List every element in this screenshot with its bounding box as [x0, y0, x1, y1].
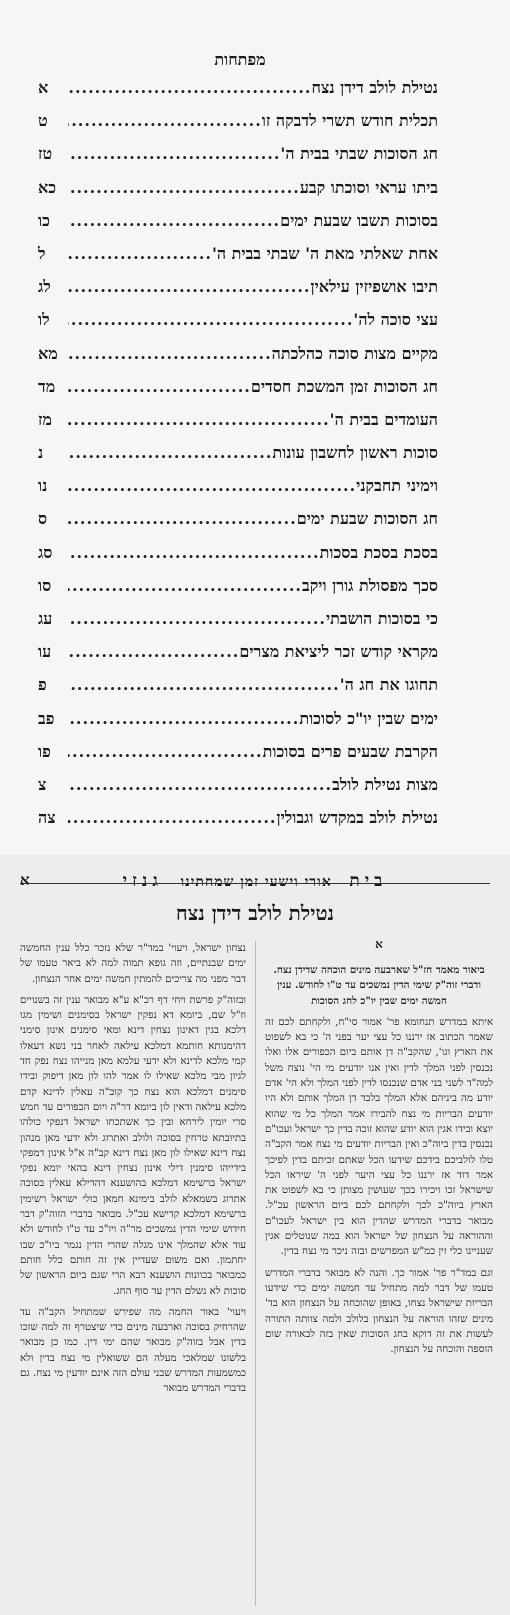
header-subtitle: אורי וישעי זמן שמחתינו — [180, 874, 332, 890]
column-divider — [255, 941, 256, 1606]
toc-entry-page-number: נ — [38, 443, 44, 463]
left-column-paragraph: ובזוה"ק פרשת ויחי דף רכ"א ע"א מבואר ענין זה בשנויים וז"ל שם, ביומא דא נפקין ישראל בסימנים ושימין מגו דלכא בגין דאינון נצחין דינא ומאי סימנים אינון סימני דהימנותא חותמא דמלכא עילאה לאחר בני נשא דעאלו קמי מלכא לדינא ולא ידעי עלמא מאן מנייהו נצח נפק חד לגיון מבי מלכא שאילו לו אמר להו לון מאן דיפוק ובידו סימנים דמלכא הוא נצח כך קוב"ה עאלין לדינא קדם מלכא עילאה ודאין לון ביומא דר"ה ויום הכפורים עד חמש סרי יומין לירחא ובין כך אשתכחו ישראל דנפקי כולהו בתיובתא טרחין בסוכה ולולב ואתרוג ולא ידעי מאן מנהון נצח דינא שאילו לון מאן נצח דינא קב"ה א"ל אינון דמפקי בידייהו סימנין דילי אינון נצחין דינא בהאי יומא נפקי ישראל ברשימא דמלכא בהושענא דהדילא עאלין בסוכה אתרוג בשמאלא לולב בימינא חמאן כולי ישראל רשימין ברשימא דמלכא קדישא עכ"ל. מבואר בדברי הזוה"ק דבר חידוש שימי הדין נמשכים מר"ה ויו"כ עד ט"ו לחודש ולא עוד אלא שהמלך אינו מגלה שהרי הדין נגמר ביו"כ שבו יחתמון. ואם משום שעדיין אין זה חותם כלל חותם כמבואר בכוונות הושענא רבא הרי שגם ביום הראשון של סוכות לא נשלם הדין עד סוף החג. — [20, 994, 246, 1297]
toc-entry-title: חג הסוכות זמן המשכת חסדים — [250, 376, 438, 396]
toc-leader-dots — [68, 244, 212, 263]
toc-entry-page-number: סו — [38, 575, 52, 595]
toc-entry-page-number: כא — [38, 177, 57, 197]
toc-entry-title: אחת שאלתי מאת ה' שבתי בבית ה' — [211, 243, 438, 263]
toc-entry-page-number: פ — [38, 675, 47, 695]
toc-entry — [38, 609, 438, 642]
header-rule — [20, 883, 490, 884]
toc-entry — [38, 808, 438, 841]
toc-entry-title: סוכות ראשון לחשבון עונות — [272, 443, 438, 463]
toc-leader-dots — [68, 742, 263, 761]
toc-leader-dots — [68, 476, 356, 495]
left-column-paragraph: נצחון ישראל, ויעוי' במד"ר שלא נזכר כלל ענין החמשה ימים שבנתיים, וזה גופא תמוה למה לא ביאר טעמו של דבר מפני מה צריכים להמתין חמשה ימים אחר הנצחון. — [20, 943, 246, 985]
left-column-paragraph: ויעוי' באור החמה מה שפירש שמתחיל הקב"ה עד שהרחיק בסוכה וארבעה מינים כדי שיצטרף זה למה שזכו בדין אבל בזוה"ק מבואר שהם ימי דין. כמו כן מבואר בלשונו שמלאכי מעלה הם ששואלין מי נצח בדין ולא כמשמעות המדרש שבני עולם הזה אינם יודעין מי נצח. גם בדברי המדרש מבואר — [20, 1306, 246, 1395]
toc-entry — [38, 377, 438, 410]
toc-leader-dots — [68, 576, 302, 595]
toc-entry-page-number: פו — [38, 741, 51, 761]
toc-title: מפתחות — [214, 50, 266, 69]
toc-entry-page-number: סג — [38, 542, 53, 562]
toc-leader-dots — [68, 443, 272, 462]
toc-entry-title: חג הסוכות שבעת ימים — [296, 509, 438, 529]
toc-entry — [38, 410, 438, 443]
chapter-title: נטילת לולב דידן נצח — [175, 901, 335, 925]
toc-entry-title: נטילת לולב במקדש וגבולין — [276, 808, 438, 828]
toc-leader-dots — [68, 675, 340, 694]
right-column — [265, 963, 493, 1363]
toc-entry — [38, 244, 438, 277]
toc-entry-title: מקיים מצות סוכה כהלכתה — [271, 343, 438, 363]
toc-entry-page-number: צ — [38, 774, 47, 794]
toc-entry-title: העומדים בבית ה' — [329, 409, 438, 429]
toc-leader-dots — [68, 377, 251, 396]
toc-entry — [38, 576, 438, 609]
toc-entry-page-number: עו — [38, 642, 52, 662]
toc-entry-title: תיבו אושפיזין עילאין — [310, 277, 438, 297]
toc-leader-dots — [68, 78, 311, 97]
toc-leader-dots — [68, 709, 299, 728]
right-column-paragraph: ביאור מאמר חז"ל שארבעה מינים הוכחה שדידן נצח. ודברי זוה"ק שימי הדין נמשכים עד ט"ו לחודש. ענין חמשה ימים שבין יו"כ לחג הסוכות — [273, 964, 485, 1007]
toc-entry — [38, 476, 438, 509]
toc-entry-page-number: לו — [38, 310, 50, 330]
toc-leader-dots — [68, 277, 310, 296]
toc-entry-title: עצי סוכה לה' — [353, 310, 438, 330]
toc-leader-dots — [68, 111, 262, 130]
toc-entry-title: מקראי קודש זכר ליציאת מצרים — [239, 642, 438, 662]
toc-entry — [38, 344, 438, 377]
toc-leader-dots — [68, 310, 353, 329]
toc-leader-dots — [68, 775, 332, 794]
toc-entry — [38, 543, 438, 576]
toc-leader-dots — [68, 410, 330, 429]
header-title — [20, 871, 490, 891]
toc-leader-dots — [68, 178, 300, 197]
toc-leader-dots — [68, 642, 239, 661]
book-name-first: בית — [349, 871, 388, 891]
toc-entry-title: תכלית חודש תשרי לדבקה זו — [261, 111, 438, 131]
toc-entry-page-number: ל — [38, 243, 46, 263]
toc-entry — [38, 144, 438, 177]
toc-entry — [38, 178, 438, 211]
right-column-paragraph: וגם במד"ר פר' אמור כך. והנה לא מבואר בדברי המדרש טעמו של דבר למה מתחיל עד חמשה ימים כדי שידעו הבריות שישראל נצחו, באופן שהוכחה על הנצחון הוא בד' מינים שזהו הוראה על הנצחון בלולב ולמה צוותה התורה לעשות את זה דוקא בחג הסוכות שאין בזה לבאורה שום הוספה והוכחה על הנצחון. — [265, 1267, 493, 1356]
toc-entry — [38, 277, 438, 310]
toc-entry-title: סכך מפסולת גורן ויקב — [302, 575, 438, 595]
text-page — [0, 855, 510, 1615]
toc-entry-page-number: נו — [38, 476, 48, 496]
toc-entry-page-number: טז — [38, 144, 53, 164]
toc-entry-page-number: מד — [38, 376, 56, 396]
toc-entry-page-number: א — [38, 78, 49, 97]
toc-entry-page-number: ס — [38, 509, 48, 529]
toc-leader-dots — [68, 509, 297, 528]
page-letter: א — [20, 871, 30, 889]
toc-entry-title: מצות נטילת לולב — [332, 774, 438, 794]
toc-entry — [38, 443, 438, 476]
toc-entry — [38, 675, 438, 708]
toc-entry-title: וימיני תחבקני — [356, 476, 438, 496]
toc-entry-page-number: צה — [38, 808, 56, 828]
toc-leader-dots — [68, 211, 280, 230]
toc-entry-page-number: כו — [38, 210, 50, 230]
toc-entry — [38, 742, 438, 775]
toc-leader-dots — [68, 808, 276, 827]
toc-leader-dots — [68, 144, 280, 163]
toc-entry — [38, 775, 438, 808]
toc-entry-page-number: מז — [38, 409, 52, 429]
toc-leader-dots — [68, 344, 272, 363]
toc-entry — [38, 709, 438, 742]
toc-entry-title: נטילת לולב דידן נצח — [311, 78, 438, 97]
toc-entry — [38, 78, 438, 111]
toc-entry — [38, 211, 438, 244]
left-column — [20, 941, 246, 1403]
toc-entry — [38, 642, 438, 675]
toc-entry-title: הקרבת שבעים פרים בסוכות — [262, 741, 438, 761]
toc-entry-page-number: מא — [38, 343, 58, 363]
toc-list — [38, 78, 438, 841]
toc-entry — [38, 310, 438, 343]
toc-leader-dots — [68, 609, 326, 628]
toc-entry-page-number: לג — [38, 277, 51, 297]
right-column-paragraph: איתא במדרש תנחומא פר' אמור סי"ח, ולקחתם לכם זה שאמר הכתוב אז ירננו כל עצי יער בפני ה' כי בא לשפוט את הארץ וגו', שהקב"ה דן אותם ביום הכפורים אלו ואלו נכנסין לפני המלך לדין ואין אנו יודעים מי הי' נוצח משל למה"ד לשני בני אדם שנכנסו לדין לפני המלך ולא הי' אדם יודע מה ביניהם אלא המלך בלבד דן המלך אותם ולא היו יודעים הבריות מי נצח להבירו אמר המלך כל מי שהוא יוצא ובידו אגין הוא יודע שהוא זוכה בדין כך ישראל ועכו"ם נכנסין בדין ביוה"כ ואין הבריות יודעים מי נצח אמר הקב"ה טלו לולביכם בידכם שידעו הכל שאתם זכיתם בדין לפיכך אמר דוד אז ירננו כל עצי היער לפני ה' שיראו הכל שישראל זכו ויכירו בכך שעושין מצותן כי בא לשפוט את הארץ ביוה"כ לכך ולקחתם לכם ביום הראשון עכ"ל. מבואר בדברי המדרש שהדין הוא בין ישראל לעכו"ם וההוראה על הנצחון של ישראל הוא במה שנוטלים אגין שעניינו כלי זין כמ"ש המפרשים ובזה ניכר מי נצח בדין. — [265, 1016, 493, 1258]
toc-entry-title: כי בסוכות הושבתי — [325, 609, 438, 628]
toc-entry-title: בסוכות תשבו שבעת ימים — [280, 210, 438, 230]
toc-entry-title: ביתו עראי וסוכתו קבע — [299, 177, 438, 197]
book-name-second: גנזי — [122, 871, 163, 891]
toc-entry-title: תחוגו את חג ה' — [339, 675, 438, 695]
toc-entry-title: חג הסוכות שבתי בבית ה' — [280, 144, 438, 164]
toc-entry-page-number: פב — [38, 708, 55, 728]
section-letter: א — [375, 937, 383, 951]
toc-entry-title: בסכת בסכת בסכות — [319, 542, 438, 562]
toc-entry-title: ימים שבין יו"כ לסוכות — [299, 708, 438, 728]
toc-entry — [38, 111, 438, 144]
toc-entry-page-number: עג — [38, 609, 53, 628]
toc-entry — [38, 509, 438, 542]
toc-leader-dots — [68, 543, 320, 562]
toc-entry-page-number: ט — [38, 111, 48, 131]
